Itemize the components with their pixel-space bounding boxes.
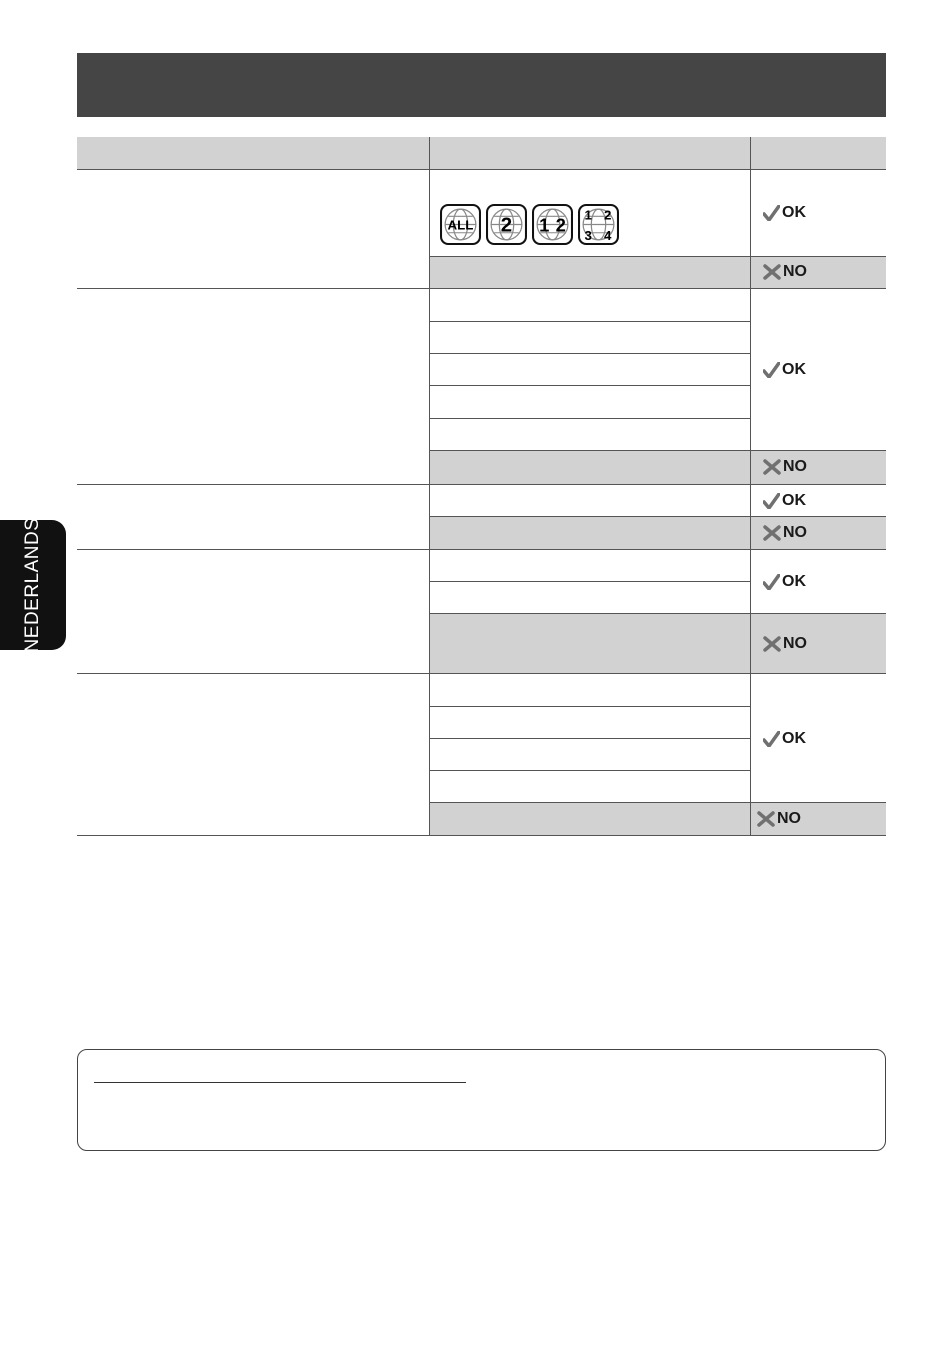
region-1-2-label-a: 1 (539, 214, 550, 236)
no-mark (763, 455, 807, 479)
cross-icon (757, 811, 775, 827)
table-rule (77, 549, 886, 550)
ok-label: OK (782, 730, 806, 747)
region-icons (440, 204, 619, 245)
table-rule (430, 353, 750, 354)
ok-label: OK (782, 492, 806, 509)
table-row-no-2 (430, 451, 886, 484)
table-row-no-1 (430, 257, 886, 288)
table-rule (430, 613, 886, 614)
check-icon (763, 731, 780, 747)
table-rule (430, 321, 750, 322)
cross-icon (763, 636, 781, 652)
cross-icon (763, 459, 781, 475)
table-rule (430, 385, 750, 386)
table-rule (430, 770, 750, 771)
no-label: NO (783, 458, 807, 475)
region-all-icon (440, 204, 481, 245)
region-2-label: 2 (500, 213, 513, 237)
ok-label: OK (782, 573, 806, 590)
table-rule (430, 738, 750, 739)
table-rule (430, 256, 886, 257)
region-1-2-icon (532, 204, 573, 245)
note-box (77, 1049, 886, 1151)
table-row-no-5 (430, 803, 886, 835)
table-rule (77, 673, 886, 674)
table-rule (77, 835, 886, 836)
no-mark (763, 632, 807, 656)
ok-mark (763, 489, 806, 513)
page-title-band (77, 53, 886, 117)
region-4-label-3: 3 (584, 227, 592, 243)
no-label: NO (783, 263, 807, 280)
no-label: NO (777, 810, 801, 827)
region-4-label-2: 2 (604, 207, 612, 223)
region-all-label: ALL (447, 217, 474, 233)
note-heading-rule (94, 1082, 466, 1083)
ok-label: OK (782, 204, 806, 221)
ok-mark (763, 201, 806, 225)
no-mark (763, 260, 807, 284)
table-divider-vertical (750, 137, 751, 835)
no-mark (757, 807, 801, 831)
ok-mark (763, 570, 806, 594)
region-1-2-label-b: 2 (555, 214, 566, 236)
table-rule (430, 516, 886, 517)
region-1-2-3-4-icon (578, 204, 619, 245)
region-2-icon (486, 204, 527, 245)
no-label: NO (783, 524, 807, 541)
table-rule (430, 450, 886, 451)
table-rule (430, 802, 886, 803)
table-header-cell-3 (751, 137, 886, 169)
table-rule (77, 288, 886, 289)
check-icon (763, 205, 780, 221)
table-row-no-3 (430, 517, 886, 549)
table-header-cell-1 (77, 137, 429, 169)
table-rule (77, 169, 886, 170)
check-icon (763, 493, 780, 509)
table-rule (430, 418, 750, 419)
table-divider-vertical (429, 137, 430, 835)
no-mark (763, 521, 807, 545)
no-label: NO (783, 635, 807, 652)
cross-icon (763, 525, 781, 541)
table-rule (77, 484, 886, 485)
ok-label: OK (782, 361, 806, 378)
language-label: NEDERLANDS (22, 517, 43, 653)
table-rule (430, 581, 750, 582)
table-row-no-4 (430, 614, 886, 673)
ok-mark (763, 727, 806, 751)
region-4-label-4: 4 (604, 227, 612, 243)
language-side-tab (0, 517, 66, 653)
check-icon (763, 574, 780, 590)
region-4-label-1: 1 (584, 207, 592, 223)
cross-icon (763, 264, 781, 280)
ok-mark (763, 358, 806, 382)
table-rule (430, 706, 750, 707)
table-header-cell-2 (430, 137, 750, 169)
check-icon (763, 362, 780, 378)
